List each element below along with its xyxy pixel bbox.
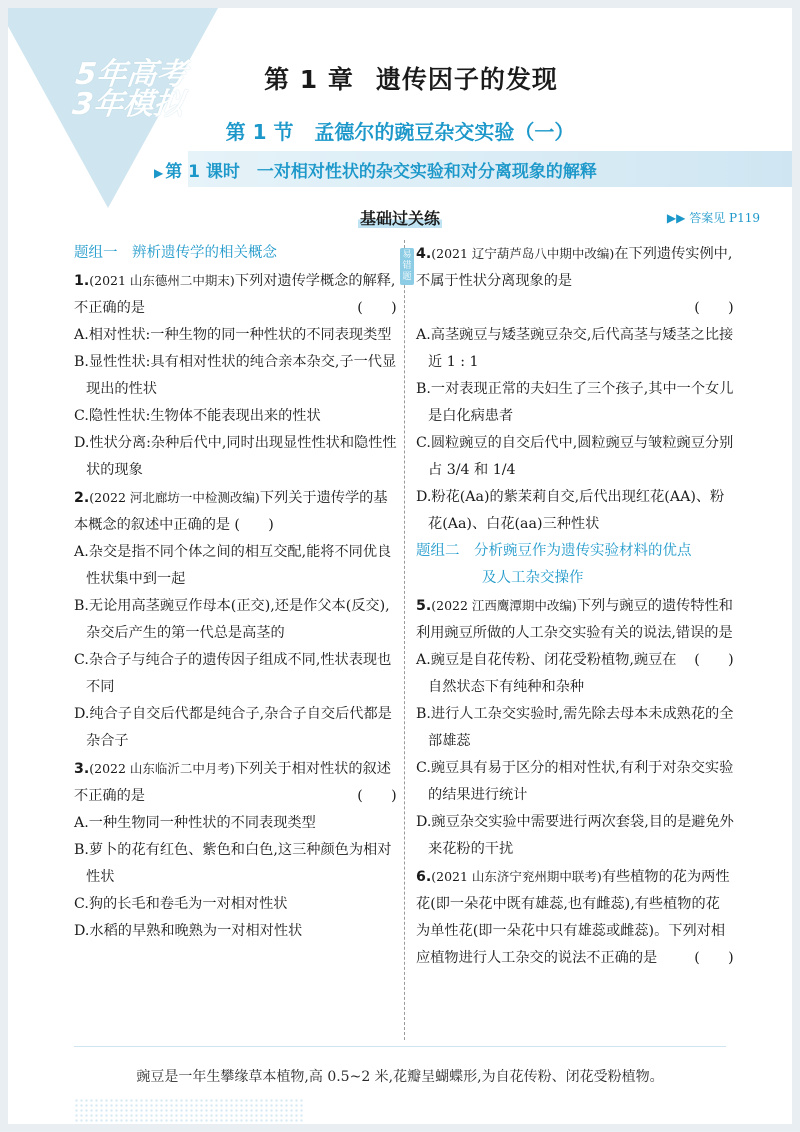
- question-source: (2021 山东济宁兖州期中联考): [431, 869, 602, 884]
- question-2: 2.(2022 河北廊坊一中检测改编)下列关于遗传学的基本概念的叙述中正确的是 ( ): [74, 484, 397, 539]
- option: C.豌豆具有易于区分的相对性状,有利于对杂交实验的结果进行统计: [416, 760, 734, 803]
- question-stem: 下列关于相对性状的叙述不正确的是: [74, 761, 391, 804]
- option: B.显性性状:具有相对性状的纯合亲本杂交,子一代显现出的性状: [74, 354, 397, 397]
- chapter-number: 第 1 章: [264, 65, 354, 94]
- error-prone-tag: 易错题: [400, 248, 414, 285]
- footer-note: 豌豆是一年生攀缘草本植物,高 0.5~2 米,花瓣呈蝴蝶形,为自花传粉、闭花受粉植物。: [136, 1069, 664, 1085]
- question-6: 6.(2021 山东济宁兖州期中联考)有些植物的花为两性花(即一朵花中既有雄蕊,也有雌蕊),有些植物的花为单性花(即一朵花中只有雄蕊或雌蕊)。下列对相应植物进行人工杂交的说法不正确的是 ( ): [416, 863, 734, 972]
- logo-line-2: 3年模拟: [70, 87, 186, 122]
- chapter-name: 遗传因子的发现: [375, 65, 558, 94]
- question-source: (2022 山东临沂二中月考): [89, 761, 235, 776]
- option: D.性状分离:杂种后代中,同时出现显性性状和隐性性状的现象: [74, 435, 397, 478]
- answer-bracket[interactable]: ( ): [694, 300, 734, 316]
- option: C.狗的长毛和卷毛为一对相对性状: [74, 896, 288, 912]
- question-source: (2022 江西鹰潭期中改编): [431, 598, 577, 613]
- question-number: 4: [416, 246, 426, 262]
- lesson-title: [154, 157, 597, 182]
- question-number: 1: [74, 273, 84, 289]
- question-3: 3.(2022 山东临沂二中月考)下列关于相对性状的叙述不正确的是 ( ): [74, 755, 397, 810]
- question-number: 2: [74, 490, 84, 506]
- question-source: (2021 山东德州二中期末): [89, 273, 235, 288]
- option: C.隐性性状:生物体不能表现出来的性状: [74, 408, 321, 424]
- option: C.圆粒豌豆的自交后代中,圆粒豌豆与皱粒豌豆分别占 3/4 和 1/4: [416, 435, 734, 478]
- practice-title: 基础过关练: [359, 209, 440, 228]
- option: D.纯合子自交后代都是纯合子,杂合子自交后代都是杂合子: [74, 706, 392, 749]
- question-stem: 在下列遗传实例中,不属于性状分离现象的是: [416, 246, 733, 289]
- option: C.杂合子与纯合子的遗传因子组成不同,性状表现也不同: [74, 652, 392, 695]
- option: A.豌豆是自花传粉、闭花受粉植物,豌豆在自然状态下有纯种和杂种: [416, 652, 677, 695]
- page: [8, 8, 792, 1124]
- question-number: 5: [416, 598, 426, 614]
- option: D.粉花(Aa)的紫茉莉自交,后代出现红花(AA)、粉花(Aa)、白花(aa)三种性状: [416, 489, 725, 532]
- question-stem: 下列关于遗传学的基本概念的叙述中正确的是: [74, 490, 388, 533]
- question-5: 5.(2022 江西鹰潭期中改编)下列与豌豆的遗传特性和利用豌豆所做的人工杂交实验有关的说法,错误的是 ( ): [416, 592, 734, 647]
- option: A.一种生物同一种性状的不同表现类型: [74, 815, 316, 831]
- option: B.进行人工杂交实验时,需先除去母本未成熟花的全部雄蕊: [416, 706, 734, 749]
- option: A.高茎豌豆与矮茎豌豆杂交,后代高茎与矮茎之比接近 1 : 1: [416, 327, 734, 370]
- chapter-title: [8, 57, 792, 96]
- group-2-line-1: 题组二 分析豌豆作为遗传实验材料的优点: [416, 543, 692, 559]
- option: D.水稻的早熟和晚熟为一对相对性状: [74, 923, 303, 939]
- double-arrow-icon: ▶▶: [666, 211, 686, 225]
- question-4: 4.(2021 辽宁葫芦岛八中期中改编)在下列遗传实例中,不属于性状分离现象的是 ( ): [416, 240, 734, 322]
- question-group-2: [416, 538, 734, 592]
- column-divider: [404, 240, 405, 1040]
- section-title: [8, 116, 792, 145]
- question-stem: 下列与豌豆的遗传特性和利用豌豆所做的人工杂交实验有关的说法,错误的是: [416, 598, 733, 641]
- lesson-label: 第 1 课时 一对相对性状的杂交实验和对分离现象的解释: [165, 162, 597, 182]
- footer-divider: [74, 1046, 726, 1047]
- answer-bracket[interactable]: ( ): [357, 300, 397, 316]
- option: A.杂交是指不同个体之间的相互交配,能将不同优良性状集中到一起: [74, 544, 392, 587]
- answer-reference: [667, 209, 760, 226]
- question-source: (2022 河北廊坊一中检测改编): [89, 490, 260, 505]
- question-stem: 有些植物的花为两性花(即一朵花中既有雄蕊,也有雌蕊),有些植物的花为单性花(即一朵花中只有雄蕊或雌蕊)。下列对相应植物进行人工杂交的说法不正确的是: [416, 869, 730, 966]
- left-column: [74, 240, 397, 945]
- answer-bracket[interactable]: ( ): [234, 517, 274, 533]
- option: D.豌豆杂交实验中需要进行两次套袋,目的是避免外来花粉的干扰: [416, 814, 734, 857]
- footer-dot-pattern: [74, 1098, 304, 1124]
- section-name: 孟德尔的豌豆杂交实验（一）: [314, 120, 575, 144]
- group-2-line-2: 及人工杂交操作: [482, 570, 584, 586]
- logo-line-1: 5年高考: [73, 57, 189, 92]
- question-group-1: 题组一 辨析遗传学的相关概念: [74, 245, 277, 261]
- question-source: (2021 辽宁葫芦岛八中期中改编): [431, 246, 615, 261]
- right-column: [402, 240, 734, 972]
- question-number: 3: [74, 761, 84, 777]
- answer-ref-text: 答案见 P119: [689, 211, 760, 225]
- answer-bracket[interactable]: ( ): [694, 950, 734, 966]
- option: A.相对性状:一种生物的同一种性状的不同表现类型: [74, 327, 392, 343]
- arrow-icon: ▶: [154, 166, 164, 180]
- option: B.萝卜的花有红色、紫色和白色,这三种颜色为相对性状: [74, 842, 392, 885]
- question-number: 6: [416, 869, 426, 885]
- question-stem: 下列对遗传学概念的解释,不正确的是: [74, 273, 396, 316]
- option: B.一对表现正常的夫妇生了三个孩子,其中一个女儿是白化病患者: [416, 381, 734, 424]
- section-number: 第 1 节: [225, 120, 294, 144]
- option: B.无论用高茎豌豆作母本(正交),还是作父本(反交),杂交后产生的第一代总是高茎的: [74, 598, 390, 641]
- question-1: 1.(2021 山东德州二中期末)下列对遗传学概念的解释,不正确的是 ( ): [74, 267, 397, 322]
- answer-bracket[interactable]: ( ): [694, 652, 734, 668]
- answer-bracket[interactable]: ( ): [357, 788, 397, 804]
